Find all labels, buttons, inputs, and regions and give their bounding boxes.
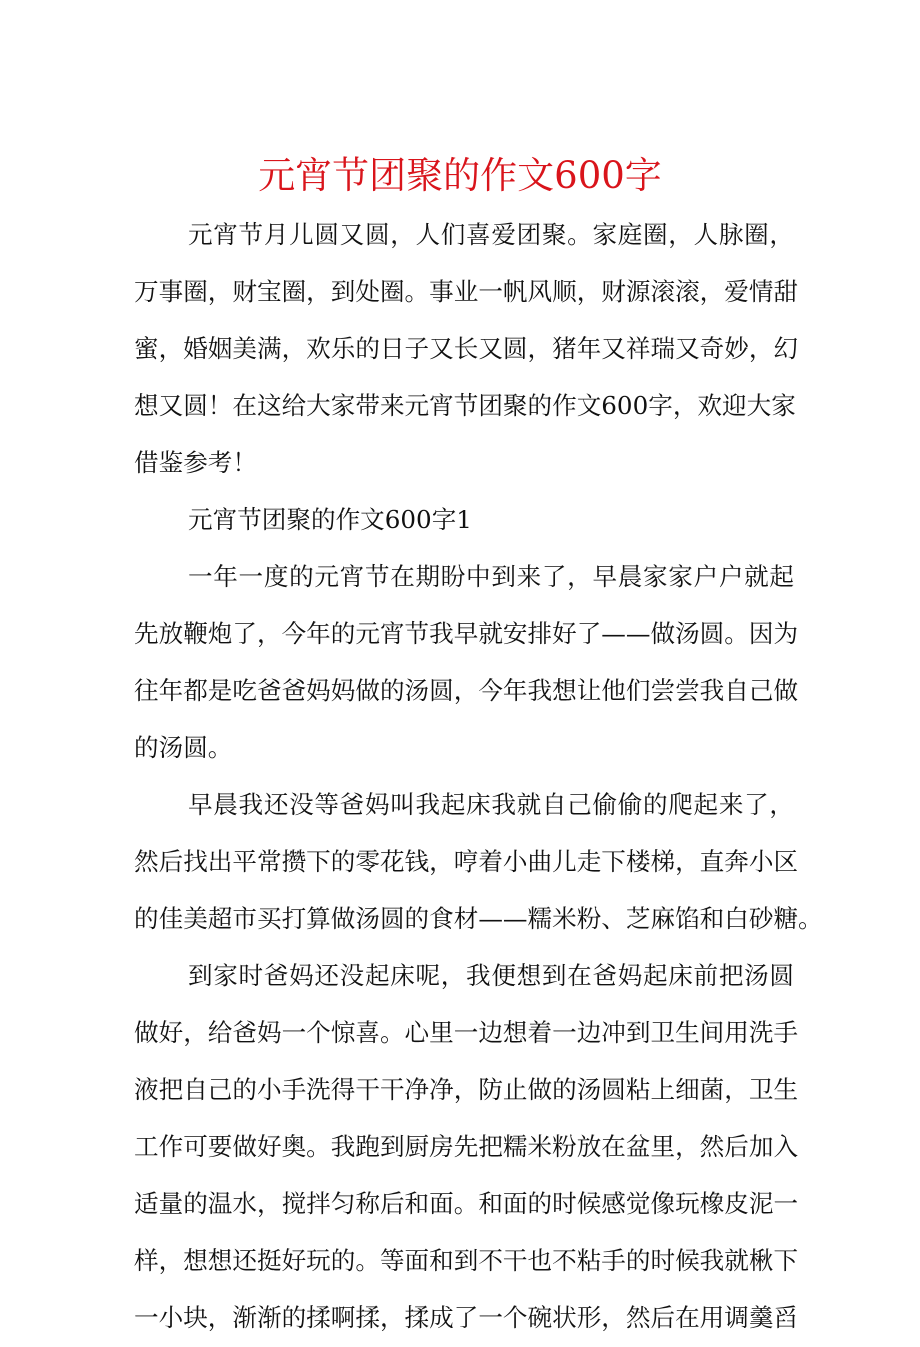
paragraph-line: 一年一度的元宵节在期盼中到来了，早晨家家户户就起 [188,562,794,591]
document-title: 元宵节团聚的作文600字 [258,154,662,197]
paragraph-line: 的汤圆。 [134,733,233,762]
paragraph-line: 往年都是吃爸爸妈妈做的汤圆，今年我想让他们尝尝我自己做 [134,676,799,705]
paragraph-line: 元宵节月儿圆又圆，人们喜爱团聚。家庭圈，人脉圈， [188,220,794,249]
paragraph-line: 做好，给爸妈一个惊喜。心里一边想着一边冲到卫生间用洗手 [134,1018,799,1047]
paragraph-line: 先放鞭炮了，今年的元宵节我早就安排好了——做汤圆。因为 [134,619,799,648]
paragraph-line: 然后找出平常攒下的零花钱，哼着小曲儿走下楼梯，直奔小区 [134,847,799,876]
paragraph-line: 工作可要做好奥。我跑到厨房先把糯米粉放在盆里，然后加入 [134,1132,799,1161]
paragraph-line: 万事圈，财宝圈，到处圈。事业一帆风顺，财源滚滚，爱情甜 [134,277,799,306]
paragraph-line: 想又圆！在这给大家带来元宵节团聚的作文600字，欢迎大家 [134,391,796,420]
paragraph-line: 早晨我还没等爸妈叫我起床我就自己偷偷的爬起来了， [188,790,794,819]
paragraph-line: 样，想想还挺好玩的。等面和到不干也不粘手的时候我就楸下 [134,1246,799,1275]
paragraph-line: 借鉴参考！ [134,448,257,477]
paragraph-line: 液把自己的小手洗得干干净净，防止做的汤圆粘上细菌，卫生 [134,1075,799,1104]
section-heading: 元宵节团聚的作文600字1 [188,505,472,534]
paragraph-line: 一小块，渐渐的揉啊揉，揉成了一个碗状形，然后在用调羹舀 [134,1303,799,1332]
paragraph-line: 的佳美超市买打算做汤圆的食材——糯米粉、芝麻馅和白砂糖。 [134,904,823,933]
paragraph-line: 适量的温水，搅拌匀称后和面。和面的时候感觉像玩橡皮泥一 [134,1189,799,1218]
paragraph-line: 蜜，婚姻美满，欢乐的日子又长又圆，猪年又祥瑞又奇妙，幻 [134,334,799,363]
paragraph-line: 到家时爸妈还没起床呢，我便想到在爸妈起床前把汤圆 [188,961,794,990]
